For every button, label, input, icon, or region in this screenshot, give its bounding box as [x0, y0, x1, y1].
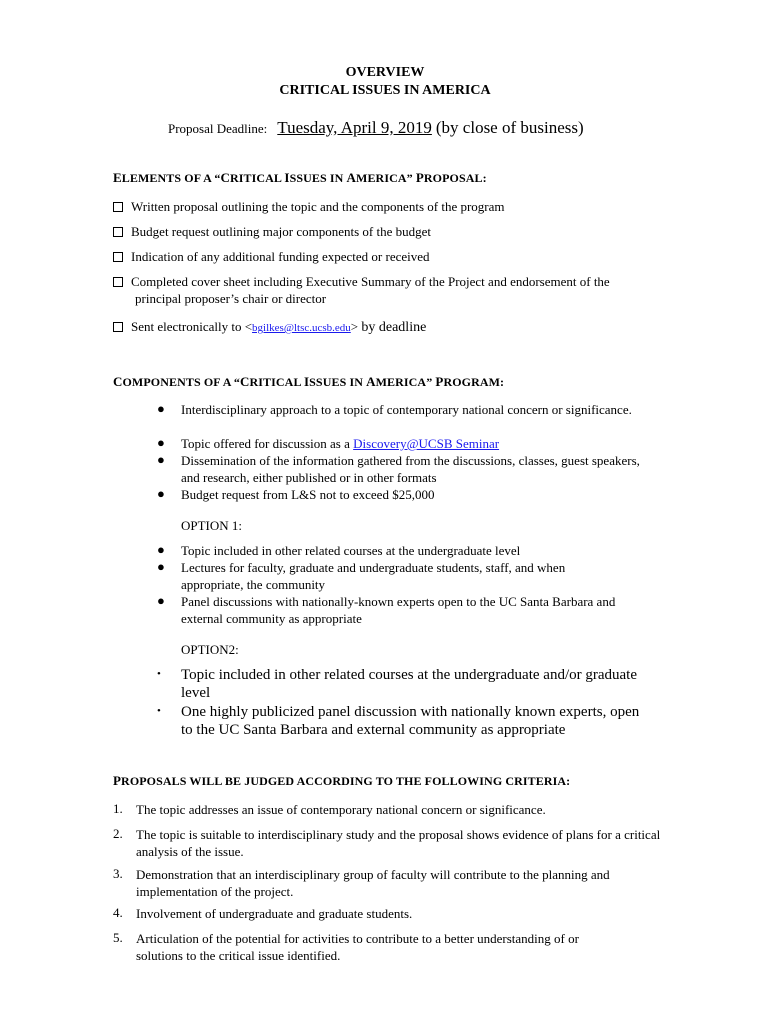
page-subtitle: CRITICAL ISSUES IN AMERICA	[279, 83, 491, 98]
page-title: OVERVIEW	[345, 65, 425, 80]
bullet-icon: ●	[157, 542, 165, 557]
bullet-icon: ●	[157, 401, 165, 416]
discovery-seminar-link[interactable]: Discovery@UCSB Seminar	[353, 436, 500, 451]
checkbox-icon	[113, 322, 123, 332]
checklist-item: Indication of any additional funding expected or received	[113, 248, 430, 265]
elements-heading: ELEMENTS OF A “CRITICAL ISSUES IN AMERICA” PROPOSAL:	[113, 170, 487, 185]
criteria-heading: PROPOSALS WILL BE JUDGED ACCORDING TO THE FOLLOWING CRITERIA:	[113, 773, 571, 788]
list-item: Topic included in other related courses at the undergraduate level	[181, 543, 521, 558]
criteria-item: The topic addresses an issue of contemporary national concern or significance.	[136, 802, 546, 817]
checklist-item: Sent electronically to <bgilkes@ltsc.ucsb.edu> by deadline	[113, 318, 426, 337]
option2-label: OPTION2:	[181, 642, 239, 657]
checkbox-icon	[113, 277, 123, 287]
bullet-icon: ●	[157, 486, 165, 501]
bullet-icon: ●	[157, 593, 165, 608]
list-item: Topic offered for discussion as a Discovery@UCSB Seminar	[181, 436, 500, 451]
criteria-item: Involvement of undergraduate and graduate students.	[136, 906, 413, 921]
criteria-item: Articulation of the potential for activities to contribute to a better understanding of or solutions to the critical issue identified.	[136, 931, 579, 963]
bullet-icon: ●	[157, 559, 165, 574]
bullet-icon: •	[157, 668, 161, 680]
list-item: Panel discussions with nationally-known experts open to the UC Santa Barbara and external community as appropriate	[181, 594, 616, 626]
checkbox-icon	[113, 252, 123, 262]
criteria-item: Demonstration that an interdisciplinary group of faculty will contribute to the planning and implementation of the project.	[136, 867, 610, 899]
bullet-icon: ●	[157, 452, 165, 467]
criteria-number: 1.	[113, 801, 123, 816]
checkbox-icon	[113, 202, 123, 212]
criteria-number: 2.	[113, 826, 123, 841]
criteria-number: 3.	[113, 866, 123, 881]
deadline-suffix: (by close of business)	[435, 118, 584, 137]
bullet-icon: •	[157, 705, 161, 717]
checkbox-icon	[113, 227, 123, 237]
checklist-item: Written proposal outlining the topic and the components of the program	[113, 198, 505, 215]
checklist-item: Completed cover sheet including Executive Summary of the Project and endorsement of the principal proposer’s chair or director	[113, 273, 658, 307]
list-item: Lectures for faculty, graduate and undergraduate students, staff, and when appropriate, the community	[181, 560, 566, 592]
criteria-item: The topic is suitable to interdisciplinary study and the proposal shows evidence of plans for a critical analysis of the issue.	[136, 827, 661, 859]
components-heading: COMPONENTS OF A “CRITICAL ISSUES IN AMERICA” PROGRAM:	[113, 374, 505, 389]
criteria-number: 5.	[113, 930, 123, 945]
email-link[interactable]: bgilkes@ltsc.ucsb.edu	[252, 322, 351, 334]
criteria-number: 4.	[113, 905, 123, 920]
option1-label: OPTION 1:	[181, 518, 243, 533]
bullet-icon: ●	[157, 435, 165, 450]
list-item: One highly publicized panel discussion with nationally known experts, open to the UC Santa Barbara and external community as appropriate	[181, 704, 640, 738]
list-item: Interdisciplinary approach to a topic of contemporary national concern or significance.	[181, 402, 632, 417]
checklist-item: Budget request outlining major components of the budget	[113, 223, 431, 240]
deadline-date: Tuesday, April 9, 2019	[277, 118, 432, 137]
list-item: Budget request from L&S not to exceed $25,000	[181, 487, 435, 502]
deadline-label: Proposal Deadline:	[168, 121, 268, 136]
list-item: Dissemination of the information gathered from the discussions, classes, guest speakers, and research, either published or in other formats	[181, 453, 640, 485]
deadline-line	[168, 118, 584, 138]
list-item: Topic included in other related courses at the undergraduate and/or graduate level	[181, 667, 637, 701]
